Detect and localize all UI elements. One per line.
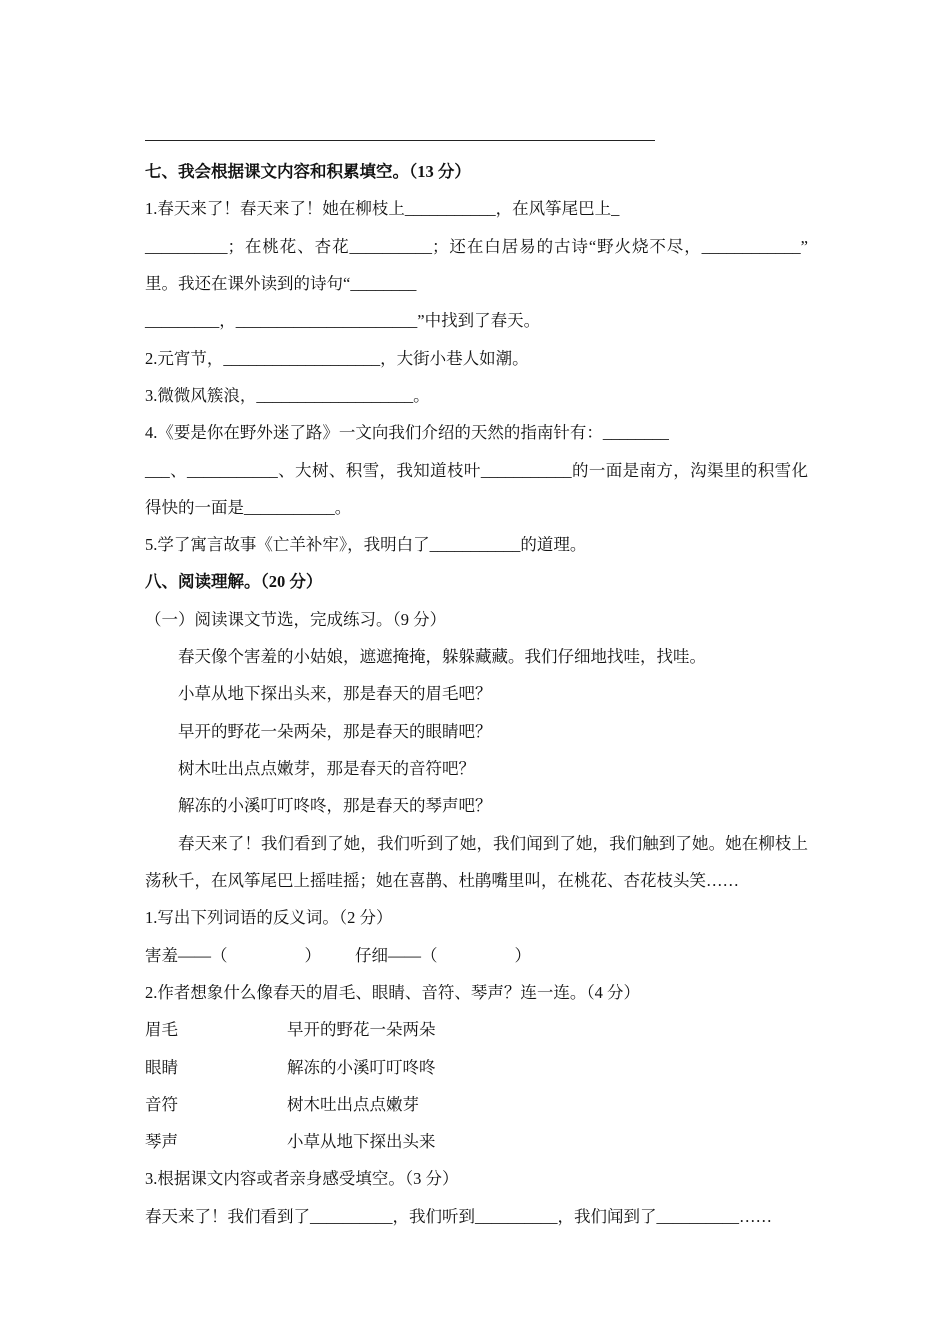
question-3-title: 3.根据课文内容或者亲身感受填空。（3 分） [145, 1169, 459, 1189]
section-8-title: 八、阅读理解。（20 分） [145, 572, 323, 592]
match-row [145, 1049, 808, 1086]
passage-line-1: 春天像个害羞的小姑娘，遮遮掩掩，躲躲藏藏。我们仔细地找哇，找哇。 [178, 647, 706, 667]
fill-line-5: 2.元宵节，___________________，大街小巷人如潮。 [145, 348, 529, 368]
question-1-title: 1.写出下列词语的反义词。（2 分） [145, 908, 393, 928]
fill-line-9: 得快的一面是___________。 [145, 497, 352, 517]
page-content [145, 153, 808, 1235]
match-right-item: 早开的野花一朵两朵 [287, 1020, 436, 1040]
question-1-answers [145, 937, 808, 974]
fill-line-4: _________，______________________”中找到了春天。 [145, 311, 541, 331]
match-row [145, 1086, 808, 1123]
passage-line-4: 树木吐出点点嫩芽，那是春天的音符吧？ [178, 759, 475, 778]
match-row [145, 1011, 808, 1048]
match-right-item: 树木吐出点点嫩芽 [287, 1094, 419, 1114]
passage-line-6: 春天来了！我们看到了她，我们听到了她，我们闻到了她，我们触到了她。她在柳枝上 [178, 833, 808, 853]
passage-line-5: 解冻的小溪叮叮咚咚，那是春天的琴声吧？ [178, 796, 492, 816]
antonym-prompt: 害羞——（ [145, 945, 228, 965]
passage-line-7: 荡秋千，在风筝尾巴上摇哇摇；她在喜鹊、杜鹃嘴里叫，在桃花、杏花枝头笑…… [145, 870, 739, 890]
answer-blank [228, 960, 305, 961]
part-1-title: （一）阅读课文节选，完成练习。（9 分） [145, 609, 447, 629]
top-divider [145, 140, 655, 141]
fill-line-8: ___、___________、大树、积雪，我知道枝叶___________的一面是南方，沟渠里的积雪化 [145, 460, 808, 480]
question-3-fill-line: 春天来了！我们看到了__________，我们听到__________，我们闻到了__________…… [145, 1206, 772, 1226]
section-7-title: 七、我会根据课文内容和积累填空。（13 分） [145, 162, 471, 181]
question-2-title: 2.作者想象什么像春天的眉毛、眼睛、音符、琴声？连一连。（4 分） [145, 982, 640, 1002]
antonym-item-shy [145, 937, 321, 974]
fill-line-2: __________；在桃花、杏花__________；还在白居易的古诗“野火烧不尽，____________” [145, 236, 808, 256]
match-left-item: 琴声 [145, 1132, 178, 1152]
antonym-close-paren: ） [304, 945, 321, 965]
match-left-item: 眉毛 [145, 1020, 178, 1040]
antonym-prompt: 仔细——（ [355, 945, 438, 965]
match-left-item: 眼睛 [145, 1057, 178, 1077]
fill-line-3: 里。我还在课外读到的诗句“________ [145, 273, 417, 293]
match-right-item: 小草从地下探出头来 [287, 1132, 436, 1152]
fill-line-6: 3.微微风簇浪，___________________。 [145, 385, 430, 405]
fill-line-7: 4.《要是你在野外迷了路》一文向我们介绍的天然的指南针有：________ [145, 423, 669, 443]
passage-line-3: 早开的野花一朵两朵，那是春天的眼睛吧？ [178, 721, 492, 741]
passage-line-2: 小草从地下探出头来，那是春天的眉毛吧？ [178, 684, 492, 704]
antonym-close-paren: ） [514, 945, 531, 965]
match-right-item: 解冻的小溪叮叮咚咚 [287, 1057, 436, 1077]
antonym-item-careful [355, 937, 531, 974]
match-row [145, 1123, 808, 1160]
match-left-item: 音符 [145, 1094, 178, 1114]
answer-blank [438, 960, 515, 961]
fill-line-1: 1.春天来了！春天来了！她在柳枝上___________，在风筝尾巴上_ [145, 199, 620, 219]
fill-line-10: 5.学了寓言故事《亡羊补牢》，我明白了___________的道理。 [145, 535, 587, 555]
